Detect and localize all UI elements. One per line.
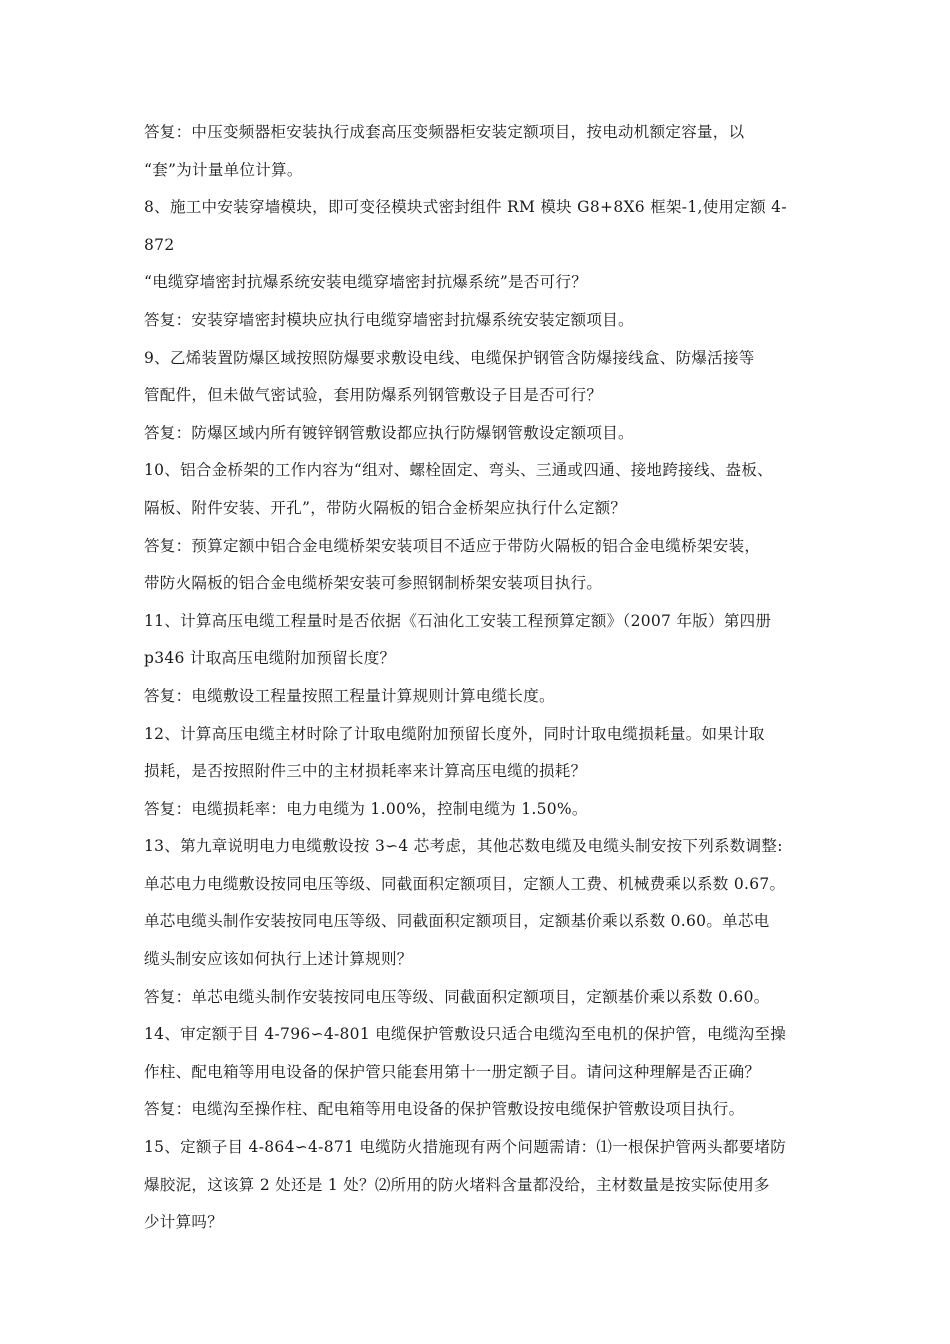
text-line: 答复：安装穿墙密封模块应执行电缆穿墙密封抗爆系统安装定额项目。 [144,310,634,329]
text-line: 隔板、附件安装、开孔”，带防火隔板的铝合金桥架应执行什么定额？ [144,498,627,517]
text-line: 8、施工中安装穿墙模块，即可变径模块式密封组件 RM 模块 G8+8X6 框架-1,使用定额 4- [144,198,787,217]
text-line: “电缆穿墙密封抗爆系统安装电缆穿墙密封抗爆系统”是否可行？ [144,273,588,292]
text-line: 12、计算高压电缆主材时除了计取电缆附加预留长度外，同时计取电缆损耗量。如果计取 [144,724,765,743]
text-line: 作柱、配电箱等用电设备的保护管只能套用第十一册定额子目。请问这种理解是否正确？ [144,1062,761,1081]
text-line: 872 [144,235,175,254]
text-line: 答复：预算定额中铝合金电缆桥架安装项目不适应于带防火隔板的铝合金电缆桥架安装， [144,536,761,555]
text-line: “套”为计量单位计算。 [144,160,303,179]
text-line: 带防火隔板的铝合金电缆桥架安装可参照钢制桥架安装项目执行。 [144,574,603,593]
text-line: 14、审定额于目 4-796∽4-801 电缆保护管敷设只适合电缆沟至电机的保护管，电缆沟至操 [144,1025,787,1044]
text-line: 爆胶泥，这该算 2 处还是 1 处？⑵所用的防火堵料含量都没给，主材数量是按实际使用多 [144,1175,770,1194]
text-line: 答复：电缆沟至操作柱、配电箱等用电设备的保护管敷设按电缆保护管敷设项目执行。 [144,1100,745,1119]
text-line: 管配件，但未做气密试验，套用防爆系列钢管敷设子目是否可行？ [144,386,603,405]
text-line: 11、计算高压电缆工程量时是否依据《石油化工安装工程预算定额》（2007 年版）第四册 [144,611,772,630]
text-line: 少计算吗？ [144,1213,224,1232]
text-line: 损耗，是否按照附件三中的主材损耗率来计算高压电缆的损耗？ [144,762,587,781]
text-line: 单芯电缆头制作安装按同电压等级、同截面积定额项目，定额基价乘以系数 0.60。单芯电 [144,912,770,931]
text-line: 答复：防爆区域内所有镀锌钢管敷设都应执行防爆钢管敷设定额项目。 [144,423,634,442]
document-body [144,117,824,1245]
text-line: 答复：电缆敷设工程量按照工程量计算规则计算电缆长度。 [144,686,555,705]
text-line: 15、定额子目 4-864∽4-871 电缆防火措施现有两个问题需请：⑴一根保护管两头都要堵防 [144,1138,787,1157]
text-line: 答复：中压变频器柜安装执行成套高压变频器柜安装定额项目，按电动机额定容量，以 [144,123,745,141]
text-line: 缆头制安应该如何执行上述计算规则？ [144,950,413,969]
text-line: 13、第九章说明电力电缆敷设按 3∽4 芯考虑，其他芯数电缆及电缆头制安按下列系数调整: [144,837,783,856]
text-line: 10、铝合金桥架的工作内容为“组对、螺栓固定、弯头、三通或四通、接地跨接线、盎板、 [144,461,773,480]
text-line: 单芯电力电缆敷设按同电压等级、同截面积定额项目，定额人工费、机械费乘以系数 0.67。 [144,874,786,893]
text-line: 答复：单芯电缆头制作安装按同电压等级、同截面积定额项目，定额基价乘以系数 0.60。 [144,987,770,1006]
text-line: p346 计取高压电缆附加预留长度？ [144,649,396,668]
text-line: 答复：电缆损耗率：电力电缆为 1.00%，控制电缆为 1.50%。 [144,799,588,818]
text-line: 9、乙烯装置防爆区域按照防爆要求敷设电线、电缆保护钢管含防爆接线盒、防爆活接等 [144,348,755,367]
